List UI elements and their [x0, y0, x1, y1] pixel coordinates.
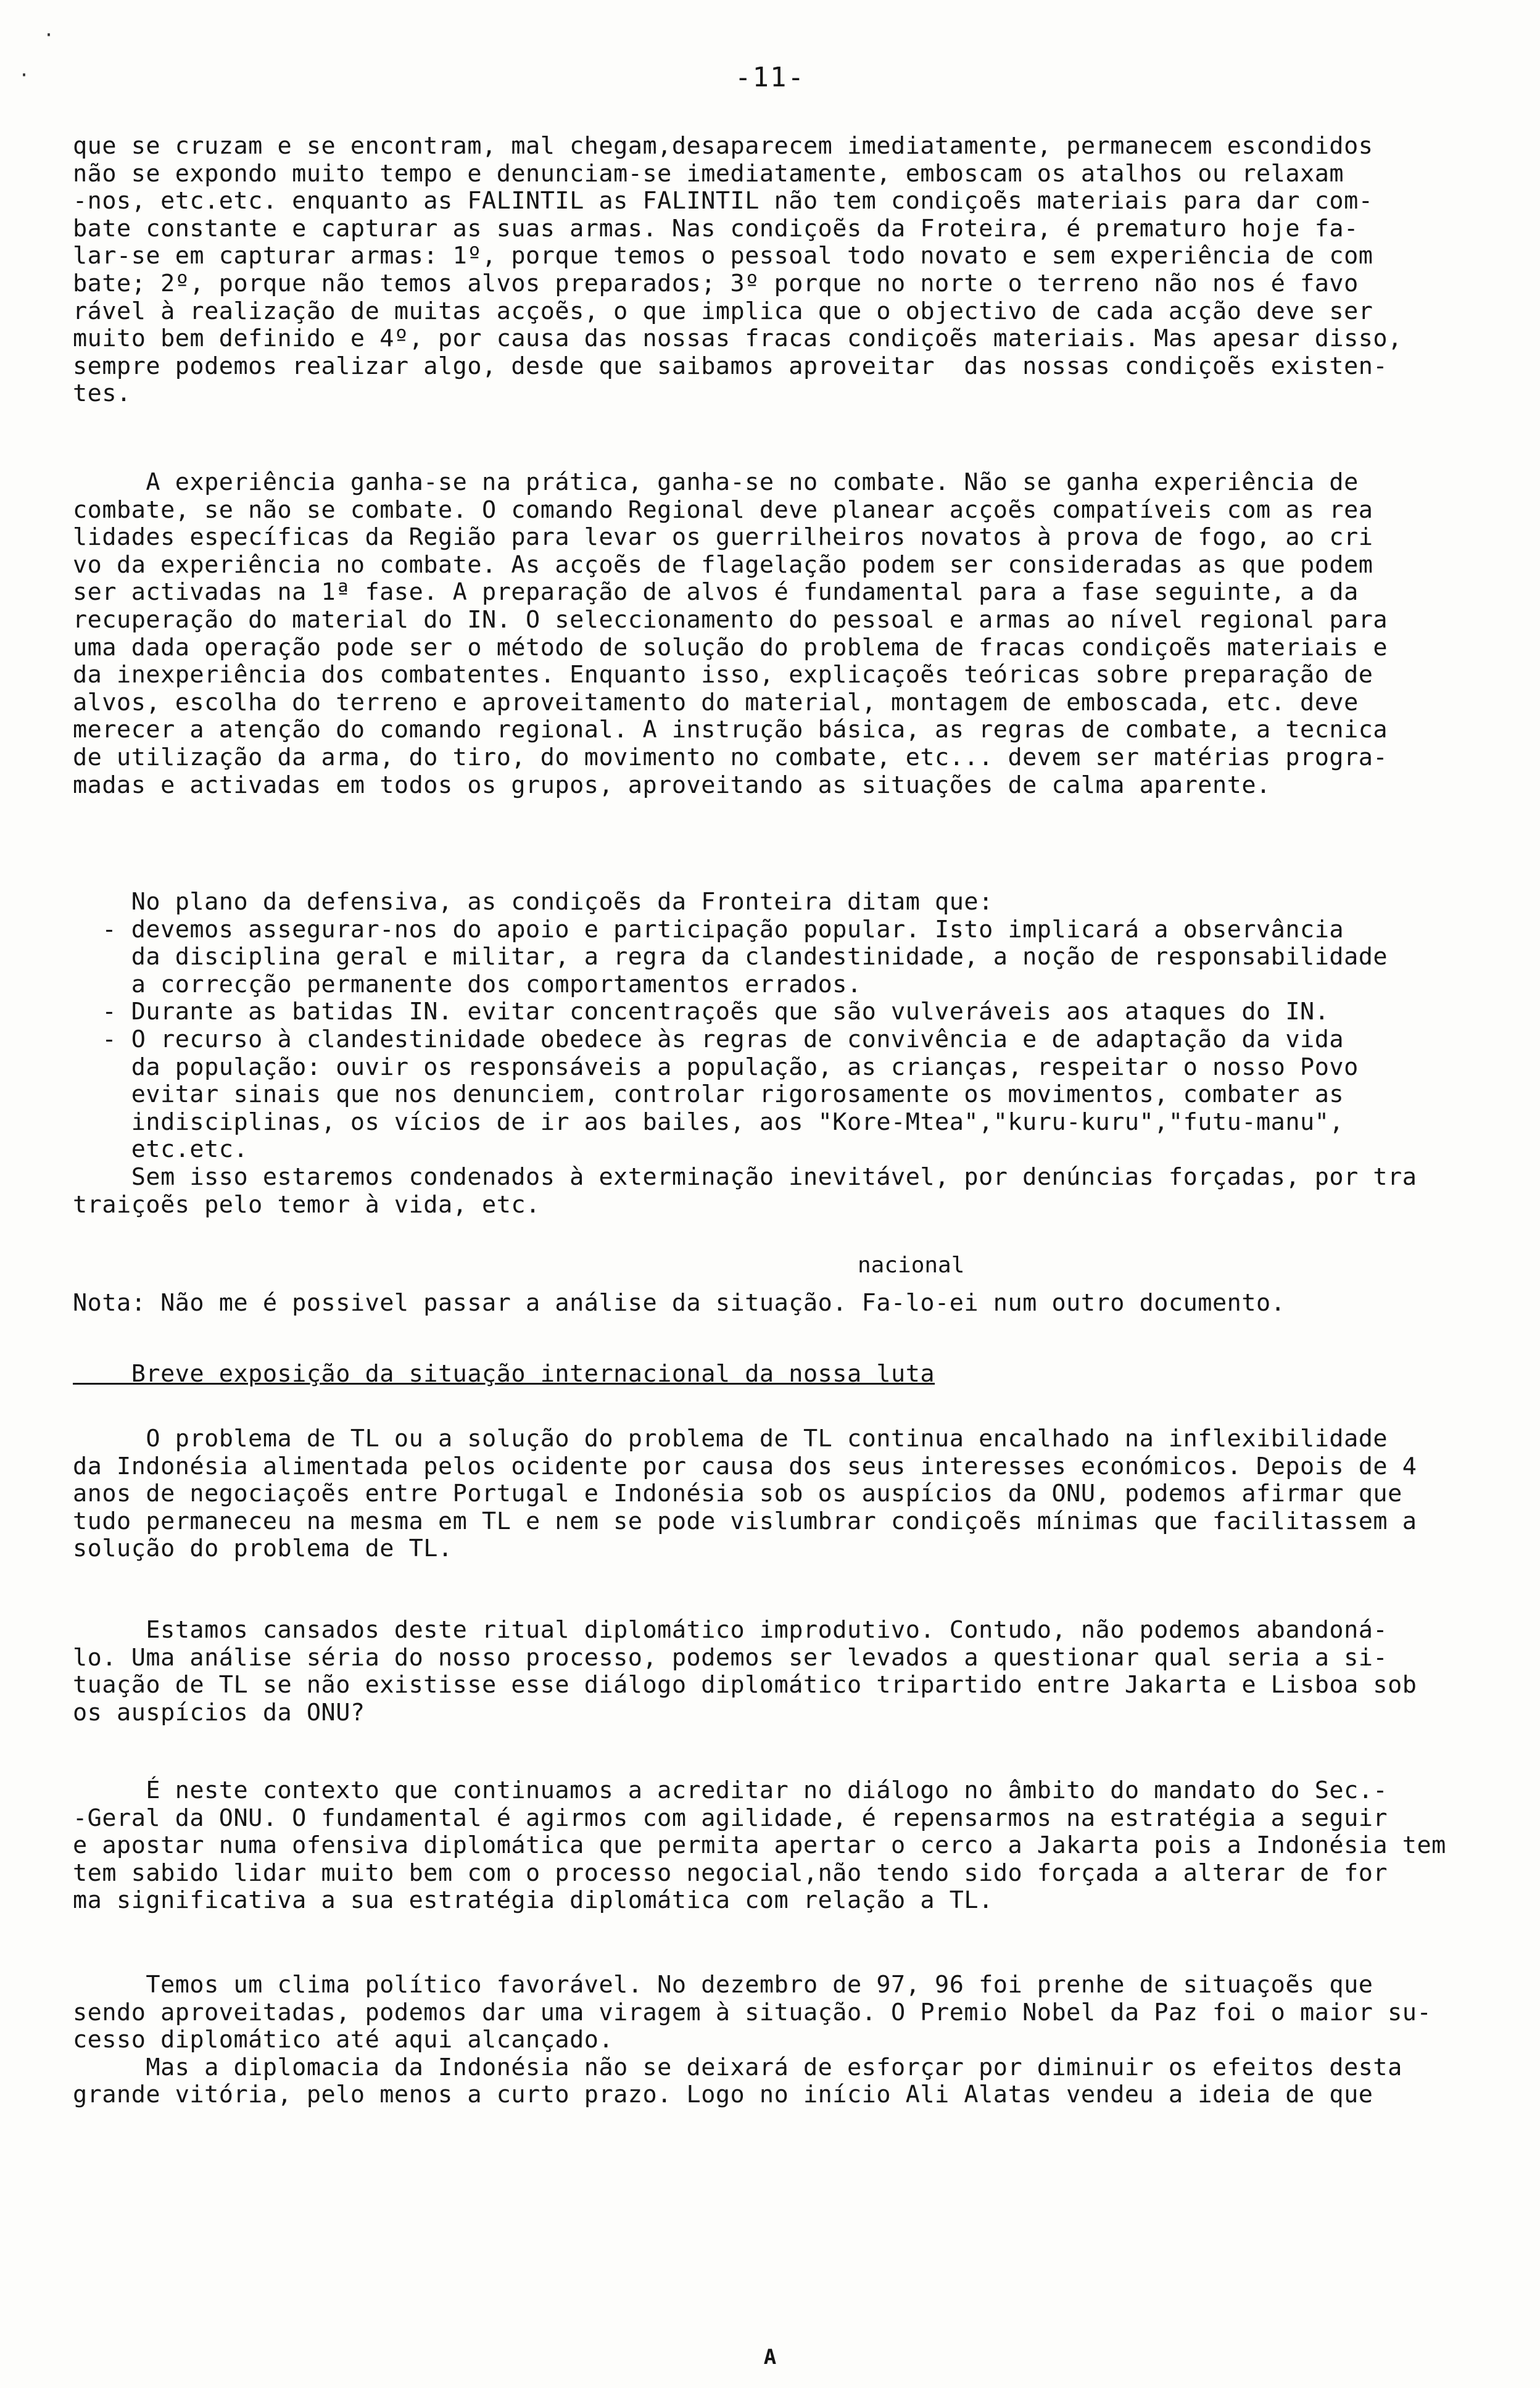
paragraph-experiencia	[73, 469, 1461, 799]
text-line: da Indonésia alimentada pelos ocidente por causa dos seus interesses económicos. Depois de 4	[73, 1452, 1417, 1480]
text-line: alvos, escolha do terreno e aproveitamento do material, montagem de emboscada, etc. deve	[73, 688, 1359, 716]
text-line: vo da experiência no combate. As acçoẽs de flagelação podem ser consideradas as que podem	[73, 550, 1373, 579]
paragraph-cansados	[73, 1617, 1461, 1727]
text-line: sempre podemos realizar algo, desde que saibamos aproveitar das nossas condiçoẽs existen-	[73, 352, 1388, 380]
text-line: tuação de TL se não existisse esse diálogo diplomático tripartido entre Jakarta e Lisboa sob	[73, 1671, 1417, 1699]
text-line: bate constante e capturar as suas armas. Nas condiçoẽs da Froteira, é prematuro hoje fa-	[73, 214, 1359, 243]
text-line: da inexperiência dos combatentes. Enquanto isso, explicaçoẽs teóricas sobre preparação de	[73, 661, 1373, 689]
text-line: lidades específicas da Região para levar os guerrilheiros novatos à prova de fogo, ao cri	[73, 523, 1373, 552]
text-line: sendo aproveitadas, podemos dar uma viragem à situação. O Premio Nobel da Paz foi o maior su-	[73, 1998, 1432, 2026]
text-line: -Geral da ONU. O fundamental é agirmos com agilidade, é repensarmos na estratégia a seguir	[73, 1804, 1388, 1832]
paragraph-intro	[73, 133, 1461, 408]
text-line: anos de negociaçoẽs entre Portugal e Indonésia sob os auspícios da ONU, podemos afirmar que	[73, 1480, 1402, 1508]
text-line: bate; 2º, porque não temos alvos preparados; 3º porque no norte o terreno não nos é favo	[73, 269, 1359, 297]
text-line: etc.etc.	[73, 1135, 249, 1164]
text-line: Nota: Não me é possivel passar a análise da situação. Fa-lo-ei num outro documento.	[73, 1289, 1286, 1317]
section-heading: Breve exposição da situação internacional da nossa luta	[73, 1360, 935, 1388]
text-line: indisciplinas, os vícios de ir aos bailes, aos "Kore-Mtea","kuru-kuru","futu-manu",	[73, 1108, 1344, 1136]
paragraph-nota	[73, 1290, 1461, 1317]
text-line: combate, se não se combate. O comando Regional deve planear acçoẽs compatíveis com as rea	[73, 495, 1373, 524]
text-line: recuperação do material do IN. O seleccionamento do pessoal e armas ao nível regional para	[73, 605, 1388, 634]
text-line: madas e activadas em todos os grupos, aproveitando as situações de calma aparente.	[73, 771, 1271, 799]
text-line: É neste contexto que continuamos a acreditar no diálogo no âmbito do mandato do Sec.-	[73, 1776, 1388, 1804]
text-line: os auspícios da ONU?	[73, 1698, 365, 1727]
text-line: cesso diplomático até aqui alcançado.	[73, 2026, 614, 2054]
text-line: não se expondo muito tempo e denunciam-se imediatamente, emboscam os atalhos ou relaxam	[73, 159, 1344, 188]
text-line: ma significativa a sua estratégia diplomática com relação a TL.	[73, 1886, 993, 1915]
text-line: No plano da defensiva, as condiçoẽs da Fronteira ditam que:	[73, 888, 993, 916]
text-line: que se cruzam e se encontram, mal chegam,desaparecem imediatamente, permanecem escondidos	[73, 132, 1373, 160]
paragraph-problema	[73, 1425, 1461, 1563]
text-line: - O recurso à clandestinidade obedece às regras de convivência e de adaptação da vida	[73, 1025, 1344, 1053]
footer-mark: A	[763, 2345, 777, 2369]
text-line: solução do problema de TL.	[73, 1535, 453, 1563]
text-line: Sem isso estaremos condenados à exterminação inevitável, por denúncias forçadas, por tra	[73, 1163, 1417, 1191]
text-line: a correcção permanente dos comportamentos errados.	[73, 970, 862, 998]
text-line: merecer a atenção do comando regional. A instrução básica, as regras de combate, a tecnica	[73, 716, 1388, 744]
text-line: traiçoẽs pelo temor à vida, etc.	[73, 1190, 540, 1219]
text-line: lo. Uma análise séria do nosso processo, podemos ser levados a questionar qual seria a si-	[73, 1643, 1388, 1672]
text-line: evitar sinais que nos denunciem, controlar rigorosamente os movimentos, combater as	[73, 1080, 1344, 1109]
scan-speck: ·	[19, 65, 30, 86]
text-line: e apostar numa ofensiva diplomática que permita apertar o cerco a Jakarta pois a Indonésia tem	[73, 1831, 1446, 1860]
text-line: lar-se em capturar armas: 1º, porque temos o pessoal todo novato e sem experiência de com	[73, 242, 1373, 270]
paragraph-defensiva	[73, 889, 1461, 1219]
text-line: grande vitória, pelo menos a curto prazo. Logo no início Ali Alatas vendeu a ideia de que	[73, 2081, 1373, 2109]
text-line: - devemos assegurar-nos do apoio e participação popular. Isto implicará a observância	[73, 915, 1344, 943]
text-line: O problema de TL ou a solução do problema de TL continua encalhado na inflexibilidade	[73, 1425, 1388, 1453]
text-line: Estamos cansados deste ritual diplomático improdutivo. Contudo, não podemos abandoná-	[73, 1616, 1388, 1644]
scan-speck: ·	[43, 25, 55, 46]
text-line: tes.	[73, 379, 131, 408]
page-number: -11-	[735, 62, 805, 93]
text-line: uma dada operação pode ser o método de solução do problema de fracas condiçoẽs materiais e	[73, 633, 1388, 661]
text-line: Mas a diplomacia da Indonésia não se deixará de esforçar por diminuir os efeitos desta	[73, 2053, 1402, 2081]
text-line: muito bem definido e 4º, por causa das nossas fracas condiçoẽs materiais. Mas apesar disso,	[73, 325, 1402, 353]
paragraph-contexto	[73, 1777, 1461, 1915]
text-line: -nos, etc.etc. enquanto as FALINTIL as FALINTIL não tem condiçoẽs materiais para dar com-	[73, 187, 1373, 215]
text-line: da disciplina geral e militar, a regra da clandestinidade, a noção de responsabilidade	[73, 943, 1388, 971]
text-line: de utilização da arma, do tiro, do movimento no combate, etc... devem ser matérias progra-	[73, 743, 1388, 771]
marginal-note: nacional	[858, 1253, 965, 1278]
text-line: tem sabido lidar muito bem com o processo negocial,não tendo sido forçada a alterar de for	[73, 1859, 1388, 1887]
text-line: rável à realização de muitas acçoẽs, o que implica que o objectivo de cada acção deve ser	[73, 297, 1373, 325]
text-line: ser activadas na 1ª fase. A preparação de alvos é fundamental para a fase seguinte, a da	[73, 578, 1359, 607]
text-line: - Durante as batidas IN. evitar concentraçoẽs que são vulveráveis aos ataques do IN.	[73, 998, 1330, 1026]
text-line: da população: ouvir os responsáveis a população, as crianças, respeitar o nosso Povo	[73, 1053, 1359, 1081]
text-line: Temos um clima político favorável. No dezembro de 97, 96 foi prenhe de situaçoẽs que	[73, 1971, 1373, 1999]
paragraph-clima	[73, 1971, 1461, 2109]
text-line: A experiência ganha-se na prática, ganha-se no combate. Não se ganha experiência de	[73, 468, 1359, 496]
paragraph-heading	[73, 1361, 1461, 1388]
text-line: tudo permaneceu na mesma em TL e nem se pode vislumbrar condiçoẽs mínimas que facilitassem a	[73, 1507, 1417, 1535]
